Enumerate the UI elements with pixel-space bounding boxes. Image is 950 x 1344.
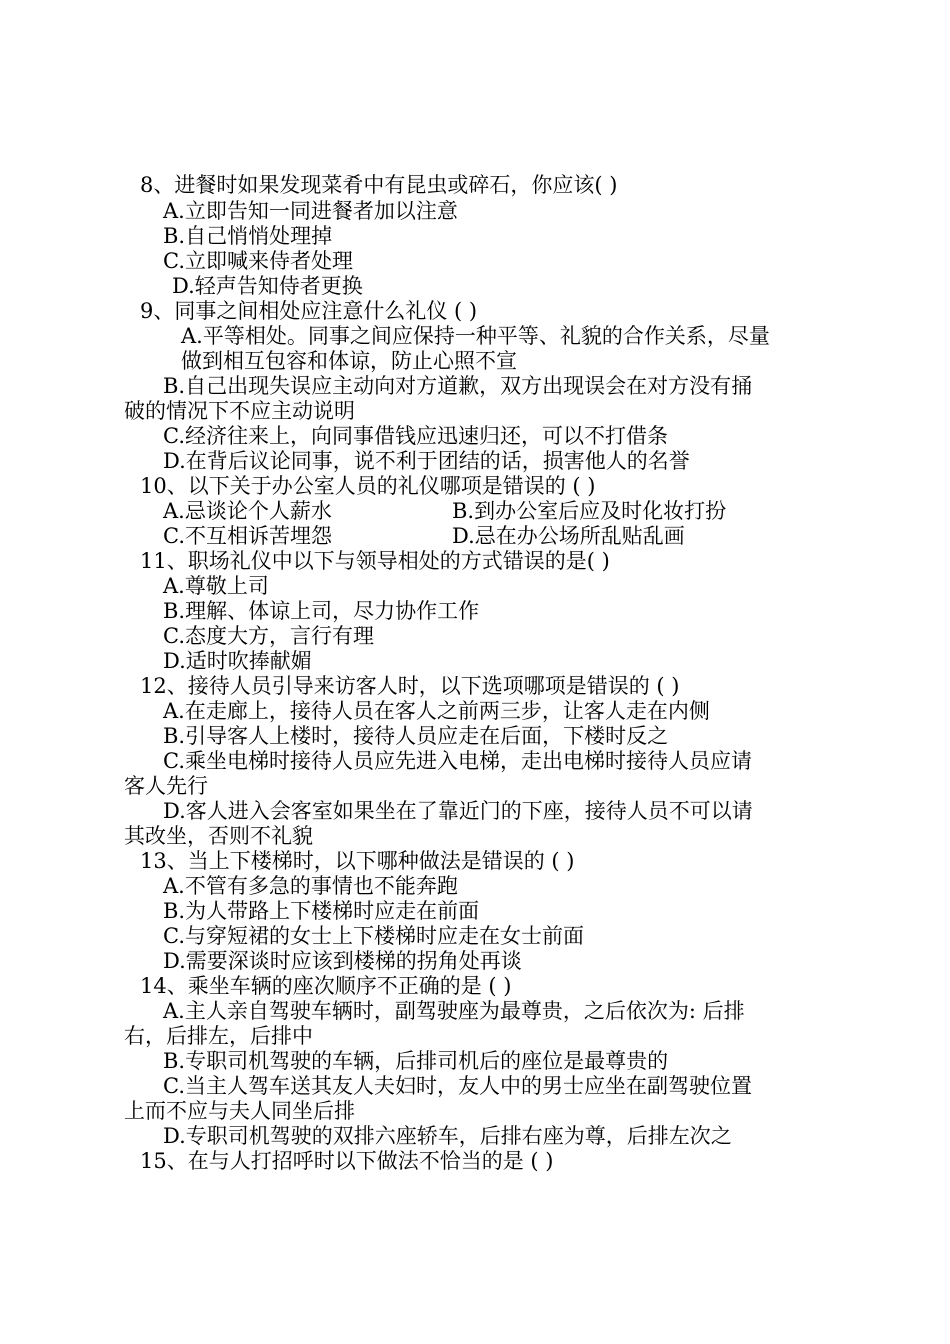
question-14-option-c: C.当主人驾车送其友人夫妇时，友人中的男士应坐在副驾驶位置 bbox=[163, 1074, 752, 1098]
question-14-option-c-cont: 上而不应与夫人同坐后排 bbox=[124, 1099, 355, 1123]
question-11-stem: 11、职场礼仪中以下与领导相处的方式错误的是( ) bbox=[140, 549, 610, 573]
question-12-option-c-cont: 客人先行 bbox=[124, 774, 208, 798]
question-14-option-b: B.专职司机驾驶的车辆，后排司机后的座位是最尊贵的 bbox=[163, 1049, 669, 1073]
question-9-option-b: B.自己出现失误应主动向对方道歉，双方出现误会在对方没有捅 bbox=[163, 374, 753, 398]
question-9-option-d: D.在背后议论同事，说不利于团结的话，损害他人的名誉 bbox=[163, 449, 690, 473]
question-12-option-a: A.在走廊上，接待人员在客人之前两三步，让客人走在内侧 bbox=[163, 699, 710, 723]
question-12-option-d-cont: 其改坐，否则不礼貌 bbox=[124, 824, 313, 848]
question-9-option-b-cont: 破的情况下不应主动说明 bbox=[124, 399, 355, 423]
question-12-option-c: C.乘坐电梯时接待人员应先进入电梯，走出电梯时接待人员应请 bbox=[163, 749, 752, 773]
question-13-option-a: A.不管有多急的事情也不能奔跑 bbox=[163, 874, 458, 898]
question-8-option-c: C.立即喊来侍者处理 bbox=[163, 249, 353, 273]
question-11-option-b: B.理解、体谅上司，尽力协作工作 bbox=[163, 599, 480, 623]
question-12-option-b: B.引导客人上楼时，接待人员应走在后面，下楼时反之 bbox=[163, 724, 669, 748]
question-10-option-b: B.到办公室后应及时化妆打扮 bbox=[452, 499, 727, 523]
question-15-stem: 15、在与人打招呼时以下做法不恰当的是 ( ) bbox=[140, 1149, 554, 1173]
question-9-stem: 9、同事之间相处应注意什么礼仪 ( ) bbox=[140, 299, 478, 323]
question-12-stem: 12、接待人员引导来访客人时，以下选项哪项是错误的 ( ) bbox=[140, 674, 680, 698]
question-13-stem: 13、当上下楼梯时，以下哪种做法是错误的 ( ) bbox=[140, 849, 575, 873]
question-11-option-c: C.态度大方，言行有理 bbox=[163, 624, 374, 648]
question-12-option-d: D.客人进入会客室如果坐在了靠近门的下座，接待人员不可以请 bbox=[163, 799, 753, 823]
question-14-option-a: A.主人亲自驾驶车辆时，副驾驶座为最尊贵，之后依次为: 后排 bbox=[163, 999, 745, 1023]
question-10-stem: 10、以下关于办公室人员的礼仪哪项是错误的 ( ) bbox=[140, 474, 596, 498]
question-9-option-c: C.经济往来上，向同事借钱应迅速归还，可以不打借条 bbox=[163, 424, 668, 448]
question-14-option-a-cont: 右，后排左，后排中 bbox=[124, 1024, 313, 1048]
question-10-option-c: C.不互相诉苦埋怨 bbox=[163, 524, 332, 548]
question-13-option-c: C.与穿短裙的女士上下楼梯时应走在女士前面 bbox=[163, 924, 584, 948]
question-9-option-a: A.平等相处。同事之间应保持一种平等、礼貌的合作关系，尽量 bbox=[181, 324, 770, 348]
question-10-option-a: A.忌谈论个人薪水 bbox=[163, 499, 332, 523]
question-8-option-d: D.轻声告知侍者更换 bbox=[172, 274, 363, 298]
question-8-option-b: B.自己悄悄处理掉 bbox=[163, 224, 333, 248]
question-13-option-b: B.为人带路上下楼梯时应走在前面 bbox=[163, 899, 480, 923]
question-8-option-a: A.立即告知一同进餐者加以注意 bbox=[163, 199, 458, 223]
question-9-option-a-cont: 做到相互包容和体谅，防止心照不宣 bbox=[181, 349, 517, 373]
question-14-option-d: D.专职司机驾驶的双排六座轿车，后排右座为尊，后排左次之 bbox=[163, 1124, 732, 1148]
question-14-stem: 14、乘坐车辆的座次顺序不正确的是 ( ) bbox=[140, 974, 512, 998]
question-13-option-d: D.需要深谈时应该到楼梯的拐角处再谈 bbox=[163, 949, 522, 973]
question-11-option-a: A.尊敬上司 bbox=[163, 574, 269, 598]
question-8-stem: 8、进餐时如果发现菜肴中有昆虫或碎石，你应该( ) bbox=[140, 173, 618, 197]
question-10-option-d: D.忌在办公场所乱贴乱画 bbox=[452, 524, 685, 548]
question-11-option-d: D.适时吹捧献媚 bbox=[163, 649, 312, 673]
